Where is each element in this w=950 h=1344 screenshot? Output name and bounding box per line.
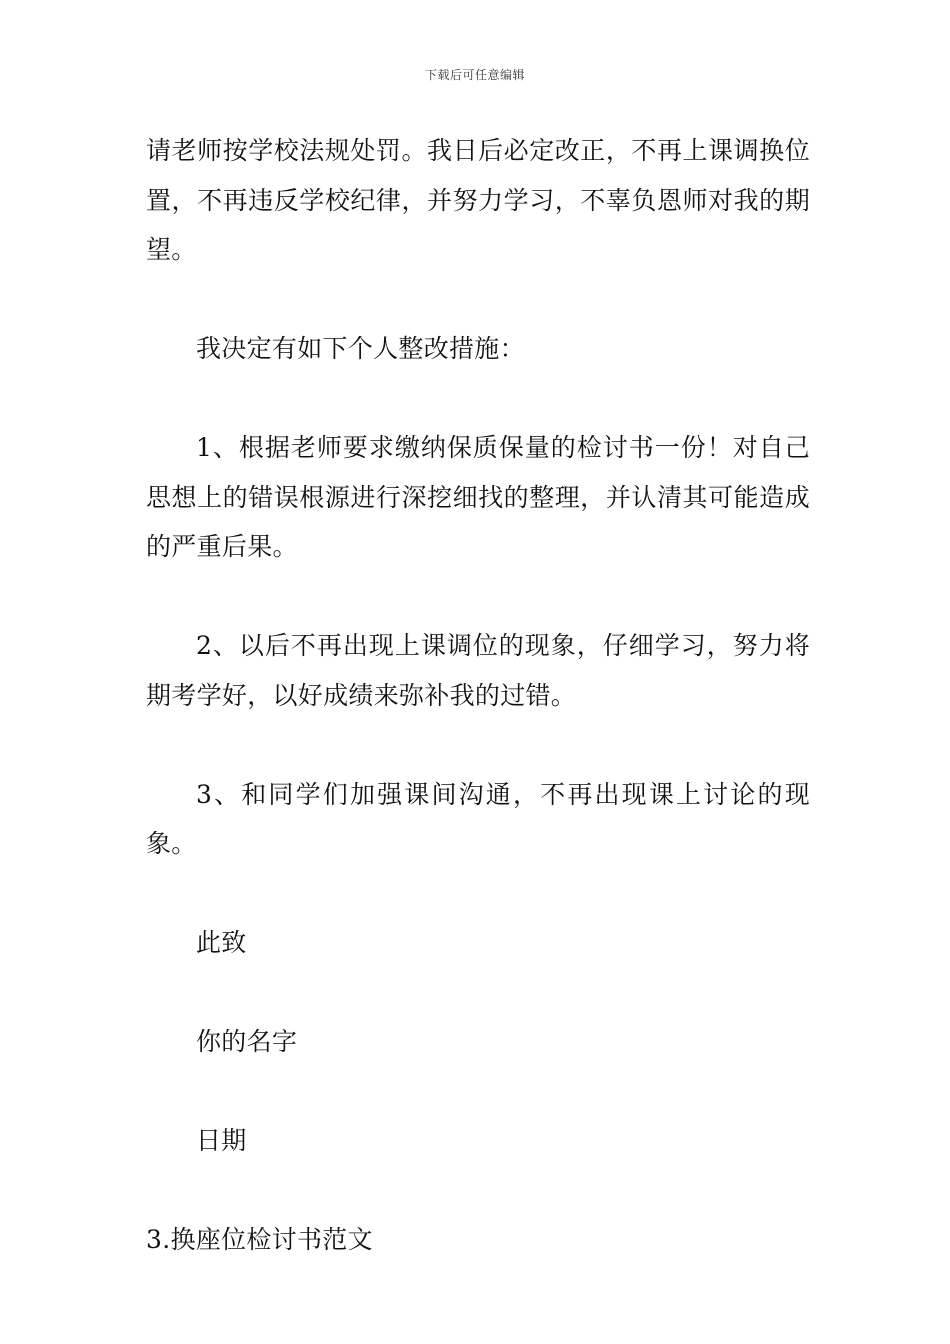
document-body: [146, 126, 810, 1265]
paragraph-gap: [146, 374, 810, 424]
paragraph-measure-2: 2、以后不再出现上课调位的现象，仔细学习，努力将期考学好，以好成绩来弥补我的过错。: [146, 631, 810, 710]
paragraph-gap: [146, 968, 810, 1018]
paragraph-gap: [146, 572, 810, 622]
paragraph-gap: [146, 720, 810, 770]
paragraph-apology: 请老师按学校法规处罚。我日后必定改正，不再上课调换位置，不再违反学校纪律，并努力学习，不辜负恩师对我的期望。: [146, 136, 810, 264]
closing-salutation: 此致: [196, 928, 247, 957]
paragraph-gap: [146, 1067, 810, 1117]
signature-date: 日期: [196, 1126, 247, 1155]
paragraph-gap: [146, 1166, 810, 1216]
page-header: 下载后可任意编辑: [424, 68, 525, 82]
paragraph-measures-intro: 我决定有如下个人整改措施：: [196, 334, 525, 363]
section-heading: 3.换座位检讨书范文: [146, 1225, 373, 1254]
paragraph-gap: [146, 869, 810, 919]
paragraph-measure-3: 3、和同学们加强课间沟通，不再出现课上讨论的现象。: [146, 779, 810, 858]
paragraph-measure-1: 1、根据老师要求缴纳保质保量的检讨书一份！对自己思想上的错误根源进行深挖细找的整理，并认清其可能造成的严重后果。: [146, 433, 810, 561]
paragraph-gap: [146, 275, 810, 325]
signature-name: 你的名字: [196, 1027, 298, 1056]
